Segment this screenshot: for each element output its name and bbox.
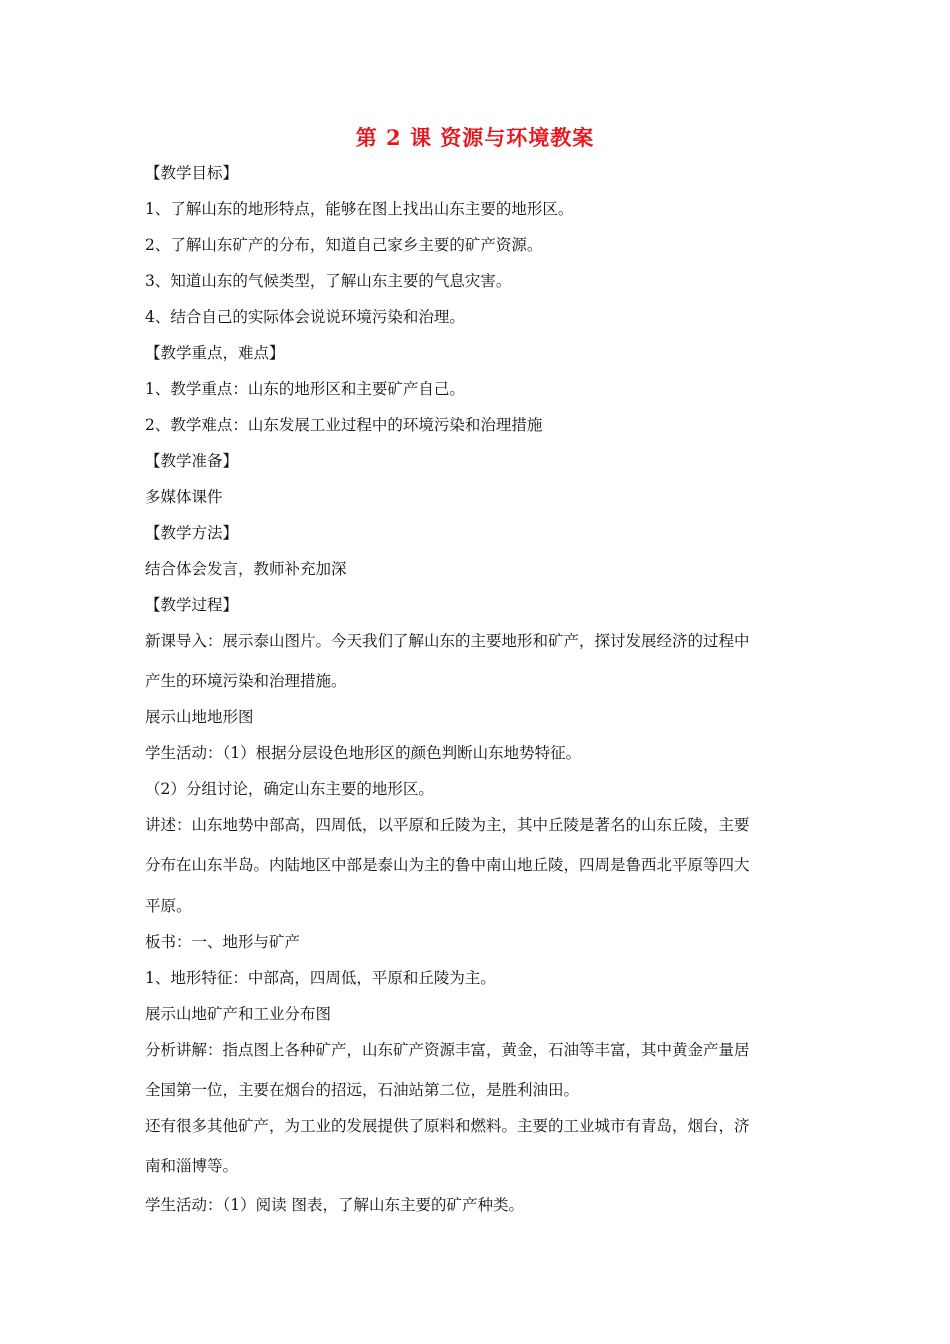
paragraph-line: 平原。 [145,897,192,915]
key-point-2: 2、教学难点：山东发展工业过程中的环境污染和治理措施 [145,416,543,434]
section-heading-process: 【教学过程】 [145,596,239,614]
paragraph-line: 产生的环境污染和治理措施。 [145,672,347,690]
method-text: 结合体会发言，教师补充加深 [145,560,347,578]
section-heading-key-points: 【教学重点，难点】 [145,344,285,362]
paragraph-line: 板书：一、地形与矿产 [145,933,301,951]
preparation-text: 多媒体课件 [145,488,223,506]
paragraph-line: 全国第一位，主要在烟台的招远，石油站第二位，是胜利油田。 [145,1081,580,1099]
objective-4: 4、结合自己的实际体会说说环境污染和治理。 [145,308,465,326]
objective-3: 3、知道山东的气候类型，了解山东主要的气息灾害。 [145,272,512,290]
document-title: 第 2 课 资源与环境教案 [355,125,595,150]
key-point-1: 1、教学重点：山东的地形区和主要矿产自己。 [145,380,465,398]
section-heading-objectives: 【教学目标】 [145,164,239,182]
paragraph-line: 讲述：山东地势中部高，四周低，以平原和丘陵为主，其中丘陵是著名的山东丘陵，主要 [145,816,750,834]
objective-2: 2、了解山东矿产的分布，知道自己家乡主要的矿产资源。 [145,236,543,254]
section-heading-preparation: 【教学准备】 [145,452,239,470]
paragraph-line: 分析讲解：指点图上各种矿产，山东矿产资源丰富，黄金，石油等丰富，其中黄金产量居 [145,1041,750,1059]
paragraph-line: 展示山地地形图 [145,708,254,726]
section-heading-method: 【教学方法】 [145,524,239,542]
paragraph-line: 1、地形特征：中部高，四周低，平原和丘陵为主。 [145,969,496,987]
paragraph-line: 新课导入：展示泰山图片。今天我们了解山东的主要地形和矿产，探讨发展经济的过程中 [145,632,750,650]
paragraph-line: 分布在山东半岛。内陆地区中部是泰山为主的鲁中南山地丘陵，四周是鲁西北平原等四大 [145,856,750,874]
objective-1: 1、了解山东的地形特点，能够在图上找出山东主要的地形区。 [145,200,574,218]
paragraph-line: 还有很多其他矿产，为工业的发展提供了原料和燃料。主要的工业城市有青岛，烟台，济 [145,1117,750,1135]
paragraph-line: 南和淄博等。 [145,1157,239,1175]
paragraph-line: 展示山地矿产和工业分布图 [145,1005,332,1023]
paragraph-line: 学生活动：（1）根据分层设色地形区的颜色判断山东地势特征。 [145,744,582,762]
paragraph-line: 学生活动：（1）阅读 图表，了解山东主要的矿产种类。 [145,1196,525,1214]
paragraph-line: （2）分组讨论，确定山东主要的地形区。 [145,780,434,798]
